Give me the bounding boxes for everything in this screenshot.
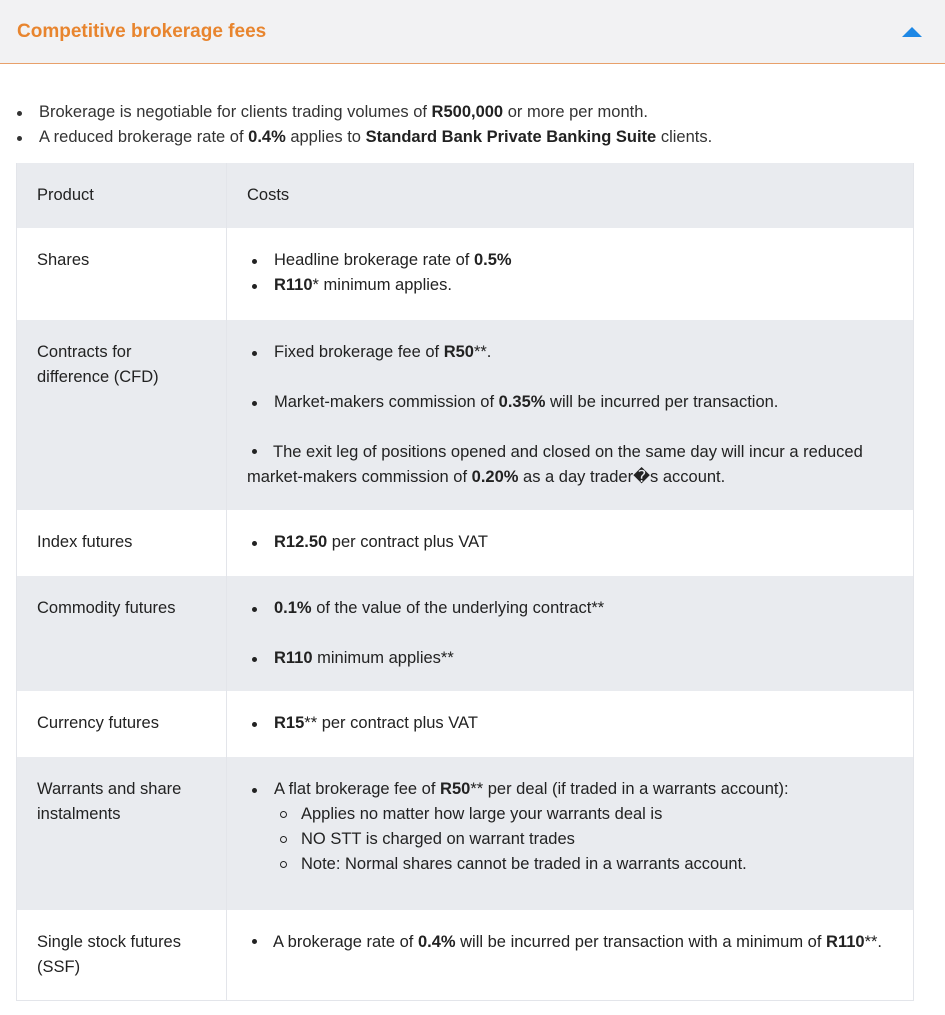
list-item: [247, 596, 893, 621]
table-row: [17, 576, 914, 691]
list-item: [247, 390, 893, 415]
product-cell: Contracts for difference (CFD): [17, 320, 227, 510]
fees-table: [16, 163, 914, 1001]
bold-text: R110: [826, 933, 865, 951]
product-cell: Warrants and share instalments: [17, 757, 227, 910]
text: Market-makers commission of: [274, 393, 499, 411]
intro-list: [0, 100, 945, 150]
bold-text: R500,000: [431, 103, 504, 121]
text: will be incurred per transaction with a minimum of: [455, 933, 827, 951]
text: **.: [864, 933, 883, 951]
text: minimum applies**: [312, 649, 454, 667]
cost-cell: [227, 228, 914, 320]
cost-cell: [227, 576, 914, 691]
product-cell: Single stock futures (SSF): [17, 910, 227, 1001]
text: per contract plus VAT: [327, 533, 489, 551]
section-title: Competitive brokerage fees: [17, 20, 267, 42]
bold-text: R12.50: [274, 533, 328, 551]
bold-text: R110: [274, 276, 313, 294]
bold-text: R50: [440, 780, 471, 798]
list-item: [247, 711, 893, 736]
text: as a day trader�s account.: [518, 468, 726, 486]
text: Brokerage is negotiable for clients trading volumes of: [39, 103, 432, 121]
text: clients.: [656, 128, 713, 146]
bold-text: 0.4%: [417, 933, 456, 951]
text: applies to: [285, 128, 366, 146]
list-item: [39, 100, 945, 125]
list-item: [247, 273, 893, 298]
sub-list-item: Applies no matter how large your warrants deal is: [247, 802, 893, 827]
text: A flat brokerage fee of: [274, 780, 441, 798]
list-item: [39, 125, 945, 150]
table-row: [17, 228, 914, 320]
sub-list-item: NO STT is charged on warrant trades: [247, 827, 893, 852]
bold-text: 0.1%: [274, 599, 312, 617]
cost-cell: [227, 510, 914, 576]
bullet-icon: [252, 449, 257, 454]
bold-text: R15: [274, 714, 305, 732]
text: **.: [473, 343, 492, 361]
text: A reduced brokerage rate of: [39, 128, 249, 146]
list-item: [247, 530, 893, 555]
bullet-icon: [252, 939, 257, 944]
text: of the value of the underlying contract**: [311, 599, 605, 617]
list-item: [247, 777, 893, 802]
cost-cell: [227, 320, 914, 510]
text: will be incurred per transaction.: [545, 393, 779, 411]
product-cell: Currency futures: [17, 691, 227, 757]
accordion-header[interactable]: [0, 0, 945, 64]
text: Fixed brokerage fee of: [274, 343, 444, 361]
column-header-product: Product: [17, 163, 227, 228]
text: or more per month.: [503, 103, 648, 121]
bold-text: 0.5%: [473, 251, 512, 269]
bold-text: 0.4%: [248, 128, 286, 146]
bold-text: R110: [274, 649, 313, 667]
cost-cell: [227, 910, 914, 1001]
list-item: [247, 930, 893, 955]
bold-text: 0.20%: [471, 468, 519, 486]
text: Headline brokerage rate of: [274, 251, 474, 269]
product-cell: Index futures: [17, 510, 227, 576]
chevron-up-icon[interactable]: [901, 25, 923, 39]
sub-list-item: Note: Normal shares cannot be traded in a warrants account.: [247, 852, 893, 877]
table-row: [17, 757, 914, 910]
bold-text: 0.35%: [498, 393, 546, 411]
table-row: [17, 320, 914, 510]
text: ** per contract plus VAT: [304, 714, 478, 732]
column-header-costs: Costs: [227, 163, 914, 228]
cost-cell: [227, 757, 914, 910]
list-item: [247, 248, 893, 273]
list-item: [247, 440, 893, 490]
bold-text: R50: [443, 343, 474, 361]
table-row: [17, 510, 914, 576]
text: ** per deal (if traded in a warrants account):: [470, 780, 789, 798]
text: The exit leg of positions opened and closed on the same day will incur a reduced market-makers commission of: [247, 443, 863, 486]
bold-text: Standard Bank Private Banking Suite: [365, 128, 657, 146]
product-cell: Commodity futures: [17, 576, 227, 691]
cost-cell: [227, 691, 914, 757]
list-item: [247, 646, 893, 671]
table-row: [17, 910, 914, 1001]
text: * minimum applies.: [312, 276, 452, 294]
table-row: [17, 691, 914, 757]
table-header-row: [17, 163, 914, 228]
text: A brokerage rate of: [273, 933, 418, 951]
product-cell: Shares: [17, 228, 227, 320]
list-item: [247, 340, 893, 365]
